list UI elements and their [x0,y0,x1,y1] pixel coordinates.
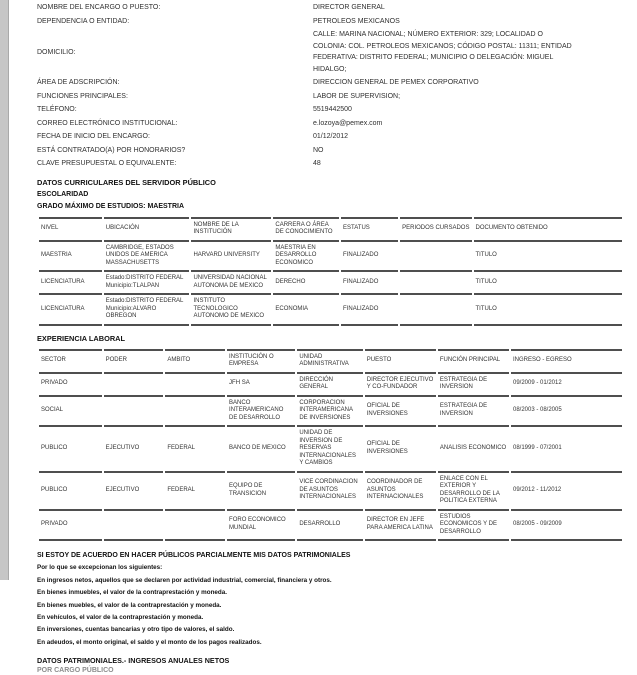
table-cell: UNIDAD DE INVERSION DE RESERVAS INTERNACIONALES Y CAMBIOS [297,427,362,473]
privacy-line: En bienes inmuebles, el valor de la contraprestación y moneda. [37,589,228,597]
table-cell: HARVARD UNIVERSITY [191,242,271,273]
privacy-title: SI ESTOY DE ACUERDO EN HACER PÚBLICOS PARCIALMENTE MIS DATOS PATRIMONIALES [37,552,351,559]
table-cell: 08/2003 - 08/2005 [511,397,622,428]
table-cell: 08/1999 - 07/2001 [511,427,622,473]
table-cell: PUBLICO [39,473,102,511]
info-row [37,104,624,116]
info-row [37,91,624,103]
column-header: AMBITO [165,349,225,374]
privacy-line: En inversiones, cuentas bancarias y otro tipo de valores, el saldo. [37,626,235,634]
table-cell: CAMBRIDGE, ESTADOS UNIDOS DE AMERICA MASSACHUSETTS [104,242,190,273]
table-cell: LICENCIATURA [39,295,102,326]
field-label: DOMICILIO: [37,48,76,56]
table-row [39,397,622,428]
table-cell: 09/2012 - 11/2012 [511,473,622,511]
document-page [37,0,624,675]
table-cell: FORO ECONOMICO MUNDIAL [227,511,295,542]
clipped-next-line-text: POR CARGO PÚBLICO [37,667,114,675]
table-cell: FEDERAL [165,427,225,473]
table-cell: OFICIAL DE INVERSIONES [365,397,436,428]
table-cell: TITULO [474,272,623,295]
privacy-line: En vehículos, el valor de la contraprestación y moneda. [37,614,204,622]
field-label: CLAVE PRESUPUESTAL O EQUIVALENTE: [37,160,177,168]
table-cell: Estado:DISTRITO FEDERAL Municipio:TLALPAN [104,272,190,295]
table-cell: EQUIPO DE TRANSICION [227,473,295,511]
grado-maximo: GRADO MÁXIMO DE ESTUDIOS: MAESTRIA [37,202,185,210]
column-header: SECTOR [39,349,102,374]
column-header: PODER [104,349,164,374]
field-value: e.lozoya@pemex.com [313,119,383,127]
table-cell: TITULO [474,295,623,326]
field-label: NOMBRE DEL ENCARGO O PUESTO: [37,4,161,12]
table-cell: PUBLICO [39,427,102,473]
field-label: CORREO ELECTRÓNICO INSTITUCIONAL: [37,119,178,127]
privacy-line: En bienes muebles, el valor de la contraprestación y moneda. [37,601,222,609]
table-cell [104,397,164,428]
table-cell: ESTUDIOS ECONOMICOS Y DE DESARROLLO [438,511,509,542]
info-row [37,16,624,28]
experiencia-table [37,349,624,542]
table-cell: ANALISIS ECONOMICO [438,427,509,473]
table-header-row [39,349,622,374]
table-cell: LICENCIATURA [39,272,102,295]
field-label: ÁREA DE ADSCRIPCIÓN: [37,79,120,87]
table-cell: MAESTRIA EN DESARROLLO ECONOMICO [273,242,339,273]
patrimoniales-title: DATOS PATRIMONIALES.- INGRESOS ANUALES NETOS [37,656,230,666]
table-cell [165,374,225,397]
privacy-line: En ingresos netos, aquellos que se declaren por actividad industrial, comercial, financiera y otros. [37,576,332,584]
table-cell: CORPORACION INTERAMERICANA DE INVERSIONES [297,397,362,428]
column-header: INGRESO - EGRESO [511,349,622,374]
table-cell: BANCO INTERAMERICANO DE DESARROLLO [227,397,295,428]
curriculares-title: DATOS CURRICULARES DEL SERVIDOR PÚBLICO [37,177,216,187]
table-cell [400,272,471,295]
column-header: NOMBRE DE LA INSTITUCIÓN [191,217,271,242]
column-header: PERIODOS CURSADOS [400,217,471,242]
table-row [39,427,622,473]
info-row [37,2,624,14]
table-cell: Estado:DISTRITO FEDERAL Municipio:ALVARO OBREGON [104,295,190,326]
field-label: FECHA DE INICIO DEL ENCARGO: [37,133,150,141]
column-header: FUNCIÓN PRINCIPAL [438,349,509,374]
table-cell: INSTITUTO TECNOLOGICO AUTONOMO DE MEXICO [191,295,271,326]
table-cell [104,511,164,542]
table-cell: ENLACE CON EL EXTERIOR Y DESARROLLO DE LA POLITICA EXTERNA [438,473,509,511]
column-header: UBICACIÓN [104,217,190,242]
table-row [39,374,622,397]
info-row [37,77,624,89]
field-value: LABOR DE SUPERVISION; [313,92,401,100]
table-row [39,473,622,511]
column-header: UNIDAD ADMINISTRATIVA [297,349,362,374]
field-value: CALLE: MARINA NACIONAL; NÚMERO EXTERIOR: 329; LOCALIDAD O COLONIA: COL. PETROLEOS MEXICANOS; CÓDIGO POSTAL: 11311; ENTIDAD FEDERATIVA: DISTRITO FEDERAL; MUNICIPIO O DELEGACIÓN: MIGUEL HIDALGO; [313,31,572,73]
table-cell: PRIVADO [39,374,102,397]
table-cell: FINALIZADO [341,242,398,273]
experiencia-title: EXPERIENCIA LABORAL [37,333,126,343]
info-row [37,145,624,157]
table-cell: TITULO [474,242,623,273]
table-cell: BANCO DE MEXICO [227,427,295,473]
table-row [39,242,622,273]
table-cell: 08/2005 - 09/2009 [511,511,622,542]
table-cell: FINALIZADO [341,272,398,295]
field-value: DIRECTOR GENERAL [313,4,385,11]
column-header: ESTATUS [341,217,398,242]
field-value: 48 [313,160,321,167]
table-cell: MAESTRIA [39,242,102,273]
field-value: DIRECCION GENERAL DE PEMEX CORPORATIVO [313,79,479,86]
table-header-row [39,217,622,242]
column-header: INSTITUCIÓN O EMPRESA [227,349,295,374]
table-cell: DESARROLLO [297,511,362,542]
viewer-gutter [0,0,9,580]
table-cell [104,374,164,397]
clipped-next-line [37,667,624,675]
table-cell: PRIVADO [39,511,102,542]
table-cell: FEDERAL [165,473,225,511]
table-cell: DERECHO [273,272,339,295]
table-cell: ESTRATEGIA DE INVERSION [438,374,509,397]
info-row [37,158,624,170]
table-cell: DIRECTOR EJECUTIVO Y CO-FUNDADOR [365,374,436,397]
escolaridad-table [37,217,624,326]
table-row [39,295,622,326]
table-cell: EJECUTIVO [104,473,164,511]
info-row [37,29,624,75]
field-value: 5519442500 [313,106,352,113]
field-label: TELÉFONO: [37,106,77,114]
table-cell: ECONOMIA [273,295,339,326]
table-cell: OFICIAL DE INVERSIONES [365,427,436,473]
table-cell: EJECUTIVO [104,427,164,473]
column-header: NIVEL [39,217,102,242]
field-label: DEPENDENCIA O ENTIDAD: [37,17,130,25]
table-cell: VICE CORDINACION DE ASUNTOS INTERNACIONALES [297,473,362,511]
field-label: FUNCIONES PRINCIPALES: [37,92,128,100]
table-cell: DIRECTOR EN JEFE PARA AMERICA LATINA [365,511,436,542]
table-cell: COORDINADOR DE ASUNTOS INTERNACIONALES [365,473,436,511]
escolaridad-subtitle: ESCOLARIDAD [37,190,89,198]
table-cell: SOCIAL [39,397,102,428]
table-row [39,511,622,542]
info-row [37,131,624,143]
privacy-line: En adeudos, el monto original, el saldo y el monto de los pagos realizados. [37,638,262,646]
table-cell: 09/2009 - 01/2012 [511,374,622,397]
table-row [39,272,622,295]
info-section [37,2,624,170]
table-cell: FINALIZADO [341,295,398,326]
field-label: ESTÁ CONTRATADO(A) POR HONORARIOS? [37,146,186,154]
column-header: CARRERA O ÁREA DE CONOCIMIENTO [273,217,339,242]
table-cell: JFH SA [227,374,295,397]
table-cell: DIRECCIÓN GENERAL [297,374,362,397]
table-cell [400,295,471,326]
field-value: 01/12/2012 [313,133,349,140]
column-header: DOCUMENTO OBTENIDO [474,217,623,242]
table-cell: ESTRATEGIA DE INVERSION [438,397,509,428]
table-cell: UNIVERSIDAD NACIONAL AUTONOMA DE MEXICO [191,272,271,295]
field-value: PETROLEOS MEXICANOS [313,17,400,25]
table-cell [165,511,225,542]
field-value: NO [313,146,324,154]
privacy-line: Por lo que se excepcionan los siguientes: [37,564,163,572]
table-cell [165,397,225,428]
info-row [37,118,624,130]
column-header: PUESTO [365,349,436,374]
table-cell [400,242,471,273]
